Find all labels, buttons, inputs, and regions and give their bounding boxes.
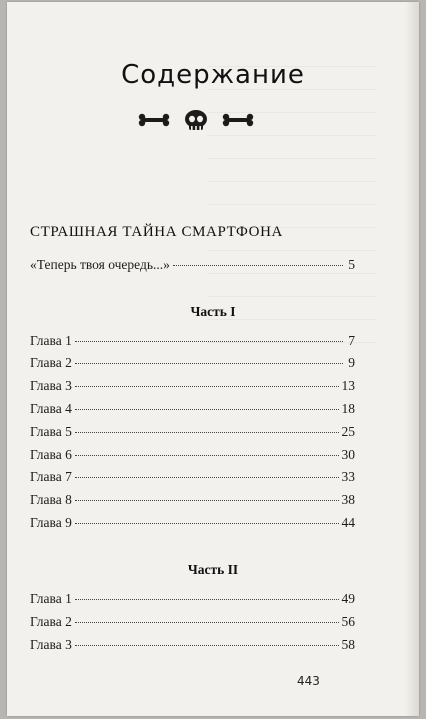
toc-entry-page: 9 bbox=[348, 355, 355, 370]
dot-leader bbox=[75, 455, 339, 456]
toc-entry-page: 18 bbox=[341, 401, 355, 416]
toc-entry-page: 5 bbox=[348, 257, 355, 272]
toc-entry-page: 38 bbox=[341, 492, 355, 507]
toc-entry-page: 7 bbox=[348, 333, 355, 348]
toc-entry bbox=[30, 469, 355, 485]
part-2-title: Часть II bbox=[187, 562, 239, 577]
toc-entry-page: 13 bbox=[341, 378, 355, 393]
toc-entry-label: Глава 6 bbox=[30, 447, 72, 462]
dot-leader bbox=[75, 645, 339, 646]
page-edge-shadow bbox=[405, 2, 419, 716]
toc-entry-label: Глава 8 bbox=[30, 492, 72, 507]
dot-leader bbox=[75, 363, 343, 364]
toc-entry-label: Глава 4 bbox=[30, 401, 72, 416]
toc-entry-page: 33 bbox=[341, 469, 355, 484]
dot-leader bbox=[75, 523, 339, 524]
part-1-title: Часть I bbox=[190, 304, 236, 319]
toc-intro-entry bbox=[30, 257, 355, 273]
toc-entry-page: 56 bbox=[341, 614, 355, 629]
toc-entry bbox=[30, 355, 355, 371]
toc-entry-label: «Теперь твоя очередь...» bbox=[30, 257, 170, 272]
toc-entry-page: 49 bbox=[341, 591, 355, 606]
page-number: 443 bbox=[297, 674, 320, 688]
toc-entry-label: Глава 9 bbox=[30, 515, 72, 530]
contents-heading: Содержание bbox=[121, 60, 305, 90]
dot-leader bbox=[75, 622, 339, 623]
toc-entry-label: Глава 3 bbox=[30, 637, 72, 652]
toc-entry-page: 44 bbox=[341, 515, 355, 530]
dot-leader bbox=[75, 500, 339, 501]
dot-leader bbox=[173, 265, 343, 266]
toc-entry-label: Глава 7 bbox=[30, 469, 72, 484]
toc-entry bbox=[30, 637, 355, 653]
toc-entry bbox=[30, 401, 355, 417]
toc-entry-label: Глава 3 bbox=[30, 378, 72, 393]
toc-entry bbox=[30, 378, 355, 394]
dot-leader bbox=[75, 599, 339, 600]
bones-skull-icon bbox=[136, 109, 256, 131]
toc-entry bbox=[30, 591, 355, 607]
toc-entry-label: Глава 5 bbox=[30, 424, 72, 439]
book-page bbox=[7, 2, 419, 716]
toc-entry-page: 30 bbox=[341, 447, 355, 462]
toc-entry-page: 25 bbox=[341, 424, 355, 439]
dot-leader bbox=[75, 409, 339, 410]
toc-entry-label: Глава 2 bbox=[30, 614, 72, 629]
toc-entry bbox=[30, 614, 355, 630]
toc-entry bbox=[30, 424, 355, 440]
toc-entry-label: Глава 1 bbox=[30, 333, 72, 348]
toc-entry bbox=[30, 333, 355, 349]
dot-leader bbox=[75, 432, 339, 433]
toc-entry bbox=[30, 492, 355, 508]
dot-leader bbox=[75, 477, 339, 478]
toc-entry bbox=[30, 447, 355, 463]
toc-entry-label: Глава 1 bbox=[30, 591, 72, 606]
dot-leader bbox=[75, 341, 343, 342]
dot-leader bbox=[75, 386, 339, 387]
book-title: СТРАШНАЯ ТАЙНА СМАРТФОНА bbox=[30, 224, 283, 240]
toc-entry-label: Глава 2 bbox=[30, 355, 72, 370]
toc-entry bbox=[30, 515, 355, 531]
toc-entry-page: 58 bbox=[341, 637, 355, 652]
